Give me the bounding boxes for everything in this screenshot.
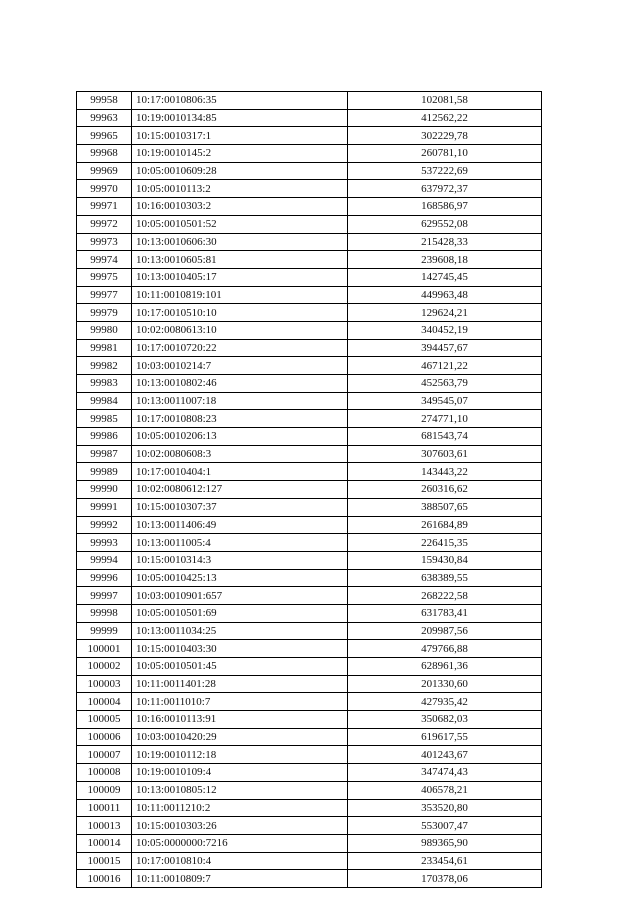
amount-value: 233454,61 xyxy=(348,852,542,870)
cadastral-number: 10:17:0010808:23 xyxy=(132,410,348,428)
amount-value: 479766,88 xyxy=(348,640,542,658)
cadastral-number: 10:15:0010303:26 xyxy=(132,817,348,835)
cadastral-number: 10:13:0010405:17 xyxy=(132,268,348,286)
table-body xyxy=(77,92,542,888)
amount-value: 261684,89 xyxy=(348,516,542,534)
cadastral-number: 10:15:0010403:30 xyxy=(132,640,348,658)
record-number: 99969 xyxy=(77,162,132,180)
amount-value: 401243,67 xyxy=(348,746,542,764)
amount-value: 260781,10 xyxy=(348,145,542,163)
record-number: 100009 xyxy=(77,781,132,799)
amount-value: 406578,21 xyxy=(348,781,542,799)
record-number: 99985 xyxy=(77,410,132,428)
table-row xyxy=(77,268,542,286)
amount-value: 347474,43 xyxy=(348,764,542,782)
record-number: 99968 xyxy=(77,145,132,163)
table-row xyxy=(77,92,542,110)
table-row xyxy=(77,339,542,357)
table-row xyxy=(77,286,542,304)
cadastral-number: 10:05:0010609:28 xyxy=(132,162,348,180)
record-number: 99999 xyxy=(77,622,132,640)
table-row xyxy=(77,463,542,481)
cadastral-number: 10:13:0010605:81 xyxy=(132,251,348,269)
record-number: 99972 xyxy=(77,215,132,233)
record-number: 99994 xyxy=(77,551,132,569)
record-number: 99965 xyxy=(77,127,132,145)
table-row xyxy=(77,604,542,622)
amount-value: 388507,65 xyxy=(348,498,542,516)
record-number: 99971 xyxy=(77,198,132,216)
table-row xyxy=(77,764,542,782)
record-number: 100006 xyxy=(77,728,132,746)
amount-value: 302229,78 xyxy=(348,127,542,145)
amount-value: 638389,55 xyxy=(348,569,542,587)
record-number: 99997 xyxy=(77,587,132,605)
amount-value: 628961,36 xyxy=(348,658,542,676)
amount-value: 412562,22 xyxy=(348,109,542,127)
cadastral-number: 10:17:0010404:1 xyxy=(132,463,348,481)
table-row xyxy=(77,693,542,711)
cadastral-number: 10:17:0010806:35 xyxy=(132,92,348,110)
amount-value: 629552,08 xyxy=(348,215,542,233)
table-row xyxy=(77,711,542,729)
amount-value: 350682,03 xyxy=(348,711,542,729)
cadastral-number: 10:03:0010901:657 xyxy=(132,587,348,605)
amount-value: 260316,62 xyxy=(348,481,542,499)
record-number: 99990 xyxy=(77,481,132,499)
record-number: 99989 xyxy=(77,463,132,481)
amount-value: 353520,80 xyxy=(348,799,542,817)
cadastral-number: 10:15:0010317:1 xyxy=(132,127,348,145)
amount-value: 143443,22 xyxy=(348,463,542,481)
amount-value: 619617,55 xyxy=(348,728,542,746)
cadastral-number: 10:11:0010809:7 xyxy=(132,870,348,888)
table-row xyxy=(77,640,542,658)
record-number: 100011 xyxy=(77,799,132,817)
cadastral-number: 10:02:0080608:3 xyxy=(132,445,348,463)
table-row xyxy=(77,321,542,339)
cadastral-number: 10:15:0010307:37 xyxy=(132,498,348,516)
cadastral-number: 10:13:0010805:12 xyxy=(132,781,348,799)
record-number: 99982 xyxy=(77,357,132,375)
cadastral-number: 10:16:0010303:2 xyxy=(132,198,348,216)
cadastral-number: 10:13:0011406:49 xyxy=(132,516,348,534)
amount-value: 274771,10 xyxy=(348,410,542,428)
data-table xyxy=(76,91,542,888)
cadastral-number: 10:13:0010802:46 xyxy=(132,375,348,393)
record-number: 99981 xyxy=(77,339,132,357)
table-row xyxy=(77,675,542,693)
record-number: 100007 xyxy=(77,746,132,764)
amount-value: 226415,35 xyxy=(348,534,542,552)
cadastral-number: 10:05:0010501:45 xyxy=(132,658,348,676)
amount-value: 209987,56 xyxy=(348,622,542,640)
table-row xyxy=(77,534,542,552)
record-number: 100008 xyxy=(77,764,132,782)
record-number: 99975 xyxy=(77,268,132,286)
record-number: 99991 xyxy=(77,498,132,516)
cadastral-number: 10:03:0010420:29 xyxy=(132,728,348,746)
amount-value: 159430,84 xyxy=(348,551,542,569)
record-number: 100002 xyxy=(77,658,132,676)
table-row xyxy=(77,410,542,428)
cadastral-number: 10:13:0011007:18 xyxy=(132,392,348,410)
amount-value: 168586,97 xyxy=(348,198,542,216)
cadastral-number: 10:13:0011034:25 xyxy=(132,622,348,640)
table-row xyxy=(77,569,542,587)
table-row xyxy=(77,516,542,534)
amount-value: 537222,69 xyxy=(348,162,542,180)
record-number: 100014 xyxy=(77,834,132,852)
amount-value: 681543,74 xyxy=(348,428,542,446)
record-number: 99992 xyxy=(77,516,132,534)
table-row xyxy=(77,817,542,835)
amount-value: 394457,67 xyxy=(348,339,542,357)
record-number: 99983 xyxy=(77,375,132,393)
amount-value: 340452,19 xyxy=(348,321,542,339)
amount-value: 239608,18 xyxy=(348,251,542,269)
record-number: 99980 xyxy=(77,321,132,339)
cadastral-number: 10:17:0010510:10 xyxy=(132,304,348,322)
cadastral-number: 10:05:0010113:2 xyxy=(132,180,348,198)
record-number: 99996 xyxy=(77,569,132,587)
record-number: 99998 xyxy=(77,604,132,622)
table-row xyxy=(77,428,542,446)
cadastral-number: 10:05:0000000:7216 xyxy=(132,834,348,852)
cadastral-number: 10:05:0010206:13 xyxy=(132,428,348,446)
table-row xyxy=(77,587,542,605)
cadastral-number: 10:02:0080613:10 xyxy=(132,321,348,339)
table-row xyxy=(77,251,542,269)
amount-value: 349545,07 xyxy=(348,392,542,410)
table-row xyxy=(77,498,542,516)
table-row xyxy=(77,870,542,888)
table-row xyxy=(77,551,542,569)
record-number: 99979 xyxy=(77,304,132,322)
table-row xyxy=(77,392,542,410)
amount-value: 102081,58 xyxy=(348,92,542,110)
record-number: 100015 xyxy=(77,852,132,870)
table-row xyxy=(77,746,542,764)
record-number: 99973 xyxy=(77,233,132,251)
record-number: 100001 xyxy=(77,640,132,658)
amount-value: 307603,61 xyxy=(348,445,542,463)
table-row xyxy=(77,215,542,233)
table-row xyxy=(77,198,542,216)
table-row xyxy=(77,233,542,251)
table-row xyxy=(77,781,542,799)
record-number: 100013 xyxy=(77,817,132,835)
amount-value: 201330,60 xyxy=(348,675,542,693)
amount-value: 129624,21 xyxy=(348,304,542,322)
amount-value: 631783,41 xyxy=(348,604,542,622)
record-number: 99984 xyxy=(77,392,132,410)
amount-value: 215428,33 xyxy=(348,233,542,251)
cadastral-number: 10:19:0010145:2 xyxy=(132,145,348,163)
table-row xyxy=(77,834,542,852)
amount-value: 427935,42 xyxy=(348,693,542,711)
table-row xyxy=(77,658,542,676)
cadastral-number: 10:19:0010109:4 xyxy=(132,764,348,782)
amount-value: 637972,37 xyxy=(348,180,542,198)
cadastral-number: 10:17:0010720:22 xyxy=(132,339,348,357)
cadastral-number: 10:11:0011210:2 xyxy=(132,799,348,817)
record-number: 99970 xyxy=(77,180,132,198)
table-row xyxy=(77,162,542,180)
record-number: 100003 xyxy=(77,675,132,693)
table-row xyxy=(77,481,542,499)
table-row xyxy=(77,304,542,322)
cadastral-number: 10:11:0011010:7 xyxy=(132,693,348,711)
record-number: 99958 xyxy=(77,92,132,110)
table-row xyxy=(77,180,542,198)
table-row xyxy=(77,145,542,163)
cadastral-number: 10:13:0010606:30 xyxy=(132,233,348,251)
table-row xyxy=(77,127,542,145)
cadastral-number: 10:05:0010501:69 xyxy=(132,604,348,622)
cadastral-number: 10:11:0011401:28 xyxy=(132,675,348,693)
table-row xyxy=(77,852,542,870)
cadastral-number: 10:19:0010134:85 xyxy=(132,109,348,127)
cadastral-number: 10:03:0010214:7 xyxy=(132,357,348,375)
record-number: 99974 xyxy=(77,251,132,269)
cadastral-number: 10:17:0010810:4 xyxy=(132,852,348,870)
record-number: 99993 xyxy=(77,534,132,552)
table-row xyxy=(77,357,542,375)
amount-value: 170378,06 xyxy=(348,870,542,888)
cadastral-number: 10:13:0011005:4 xyxy=(132,534,348,552)
record-number: 100005 xyxy=(77,711,132,729)
amount-value: 989365,90 xyxy=(348,834,542,852)
record-number: 100016 xyxy=(77,870,132,888)
amount-value: 268222,58 xyxy=(348,587,542,605)
amount-value: 142745,45 xyxy=(348,268,542,286)
table-row xyxy=(77,622,542,640)
table-row xyxy=(77,799,542,817)
record-number: 100004 xyxy=(77,693,132,711)
cadastral-number: 10:05:0010501:52 xyxy=(132,215,348,233)
cadastral-number: 10:02:0080612:127 xyxy=(132,481,348,499)
cadastral-number: 10:19:0010112:18 xyxy=(132,746,348,764)
table-row xyxy=(77,445,542,463)
amount-value: 449963,48 xyxy=(348,286,542,304)
record-number: 99987 xyxy=(77,445,132,463)
cadastral-number: 10:11:0010819:101 xyxy=(132,286,348,304)
record-number: 99963 xyxy=(77,109,132,127)
table-row xyxy=(77,728,542,746)
amount-value: 467121,22 xyxy=(348,357,542,375)
cadastral-number: 10:16:0010113:91 xyxy=(132,711,348,729)
record-number: 99986 xyxy=(77,428,132,446)
cadastral-number: 10:05:0010425:13 xyxy=(132,569,348,587)
record-number: 99977 xyxy=(77,286,132,304)
amount-value: 553007,47 xyxy=(348,817,542,835)
table-row xyxy=(77,109,542,127)
cadastral-number: 10:15:0010314:3 xyxy=(132,551,348,569)
amount-value: 452563,79 xyxy=(348,375,542,393)
table-row xyxy=(77,375,542,393)
